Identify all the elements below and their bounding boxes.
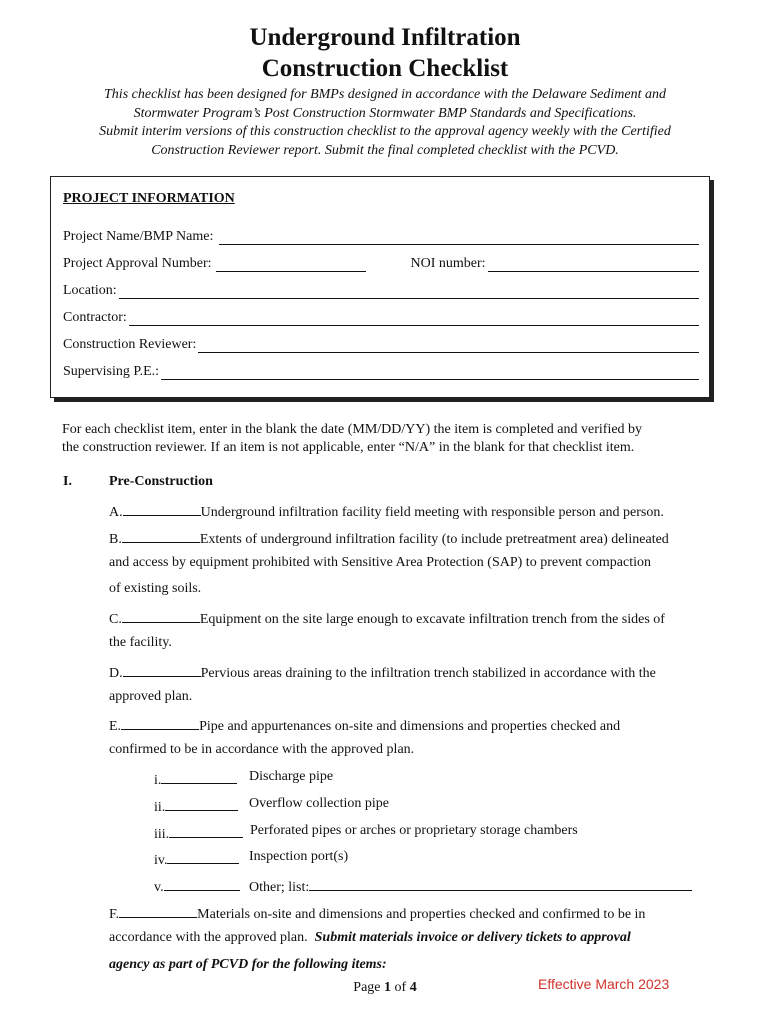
construction-reviewer-label: Construction Reviewer: bbox=[63, 337, 197, 352]
item-text: Extents of underground infiltration facility (to include pretreatment area) delineated bbox=[199, 532, 669, 547]
noi-number-field[interactable] bbox=[488, 256, 699, 272]
sub-item-i bbox=[154, 769, 237, 789]
location-label: Location: bbox=[63, 283, 117, 298]
sub-item-v bbox=[154, 876, 240, 896]
checklist-item-f bbox=[109, 903, 645, 923]
sub-item-ii bbox=[154, 796, 238, 816]
instructions-line: For each checklist item, enter in the blank the date (MM/DD/YY) the item is completed and verified by bbox=[62, 422, 643, 437]
item-text: Equipment on the site large enough to excavate infiltration trench from the sides of bbox=[199, 612, 665, 627]
project-information-box bbox=[50, 176, 710, 398]
title-line-2: Construction Checklist bbox=[261, 55, 509, 82]
intro-line: Construction Reviewer report. Submit the final completed checklist with the PCVD. bbox=[151, 142, 619, 158]
item-letter: E. bbox=[109, 719, 122, 734]
current-page: 1 bbox=[384, 980, 392, 995]
construction-reviewer-field[interactable] bbox=[198, 337, 699, 353]
sub-item-v-row bbox=[249, 876, 692, 896]
project-approval-row bbox=[63, 252, 699, 272]
date-blank-c[interactable] bbox=[122, 608, 200, 623]
item-b-continuation: of existing soils. bbox=[109, 581, 202, 596]
intro-line: Submit interim versions of this construction checklist to the approval agency weekly with the Certified bbox=[99, 124, 671, 139]
date-blank-e-iii[interactable] bbox=[169, 823, 243, 838]
total-pages: 4 bbox=[409, 980, 417, 995]
location-row bbox=[63, 279, 699, 299]
section-title: Pre-Construction bbox=[109, 474, 213, 489]
item-letter: A. bbox=[109, 505, 123, 520]
item-letter: D. bbox=[109, 666, 123, 681]
document-title bbox=[0, 22, 770, 84]
item-text: Materials on-site and dimensions and properties checked and confirmed to be in bbox=[197, 907, 646, 922]
contractor-field[interactable] bbox=[129, 310, 699, 326]
sub-item-text: Discharge pipe bbox=[249, 769, 334, 784]
location-field[interactable] bbox=[119, 283, 699, 299]
sub-item-number: iii. bbox=[154, 827, 170, 842]
checklist-item-e bbox=[109, 715, 620, 735]
construction-reviewer-row bbox=[63, 333, 699, 353]
date-blank-f[interactable] bbox=[119, 903, 197, 918]
sub-item-number: iv. bbox=[154, 853, 168, 868]
item-e-continuation: confirmed to be in accordance with the approved plan. bbox=[109, 742, 415, 757]
checklist-item-b bbox=[109, 528, 669, 548]
sub-item-text: Other; list: bbox=[249, 880, 310, 895]
sub-item-text: Inspection port(s) bbox=[249, 849, 349, 864]
intro-paragraph bbox=[60, 86, 710, 160]
checklist-item-d bbox=[109, 662, 656, 682]
item-d-continuation: approved plan. bbox=[109, 689, 193, 704]
item-f-plain-text: accordance with the approved plan. bbox=[109, 930, 308, 945]
date-blank-e[interactable] bbox=[121, 715, 199, 730]
item-b-continuation: and access by equipment prohibited with Sensitive Area Protection (SAP) to prevent compaction bbox=[109, 555, 651, 570]
sub-item-number: i. bbox=[154, 773, 162, 788]
date-blank-b[interactable] bbox=[122, 528, 200, 543]
noi-number-label: NOI number: bbox=[410, 256, 486, 271]
item-text: Underground infiltration facility field meeting with responsible person and person. bbox=[200, 505, 664, 520]
item-letter: B. bbox=[109, 532, 122, 547]
of-word: of bbox=[394, 980, 407, 995]
date-blank-e-i[interactable] bbox=[161, 769, 237, 784]
item-c-continuation: the facility. bbox=[109, 635, 172, 650]
other-list-field[interactable] bbox=[309, 876, 692, 891]
contractor-label: Contractor: bbox=[63, 310, 127, 325]
supervising-pe-label: Supervising P.E.: bbox=[63, 364, 160, 379]
supervising-pe-row bbox=[63, 360, 699, 380]
item-text: Pervious areas draining to the infiltration trench stabilized in accordance with the bbox=[200, 666, 656, 681]
intro-line: Stormwater Program’s Post Construction Stormwater BMP Standards and Specifications. bbox=[133, 105, 637, 121]
item-f-emphasis-text: Submit materials invoice or delivery tickets to approval bbox=[314, 930, 631, 945]
date-blank-a[interactable] bbox=[123, 501, 201, 516]
item-letter: F. bbox=[109, 907, 120, 922]
page-word: Page bbox=[353, 980, 381, 995]
project-approval-label: Project Approval Number: bbox=[63, 256, 212, 271]
contractor-row bbox=[63, 306, 699, 326]
project-name-label: Project Name/BMP Name: bbox=[63, 229, 214, 244]
project-name-field[interactable] bbox=[219, 229, 699, 245]
sub-item-iv bbox=[154, 849, 239, 869]
sub-item-number: v. bbox=[154, 880, 164, 895]
item-letter: C. bbox=[109, 612, 122, 627]
project-approval-field[interactable] bbox=[216, 256, 366, 272]
sub-item-text: Overflow collection pipe bbox=[249, 796, 389, 811]
instructions-line: the construction reviewer. If an item is not applicable, enter “N/A” in the blank for that checklist item. bbox=[62, 440, 635, 455]
date-blank-e-ii[interactable] bbox=[165, 796, 238, 811]
checklist-item-c bbox=[109, 608, 665, 628]
item-f-continuation bbox=[109, 930, 631, 946]
sub-item-number: ii. bbox=[154, 800, 166, 815]
date-blank-d[interactable] bbox=[123, 662, 201, 677]
instructions-paragraph bbox=[62, 421, 712, 457]
sub-item-text: Perforated pipes or arches or proprietary storage chambers bbox=[250, 823, 578, 838]
effective-date: Effective March 2023 bbox=[538, 976, 670, 992]
item-f-emphasis-continuation: agency as part of PCVD for the following items: bbox=[109, 957, 387, 972]
date-blank-e-v[interactable] bbox=[164, 876, 240, 891]
title-line-1: Underground Infiltration bbox=[249, 24, 521, 51]
project-name-row bbox=[63, 225, 699, 245]
checklist-item-a bbox=[109, 501, 664, 521]
supervising-pe-field[interactable] bbox=[161, 364, 699, 380]
project-information-heading: PROJECT INFORMATION bbox=[63, 191, 235, 206]
sub-item-iii bbox=[154, 823, 243, 843]
item-text: Pipe and appurtenances on-site and dimensions and properties checked and bbox=[199, 719, 621, 734]
date-blank-e-iv[interactable] bbox=[167, 849, 239, 864]
intro-line: This checklist has been designed for BMPs designed in accordance with the Delaware Sediment and bbox=[104, 87, 666, 102]
section-numeral: I. bbox=[63, 474, 72, 489]
